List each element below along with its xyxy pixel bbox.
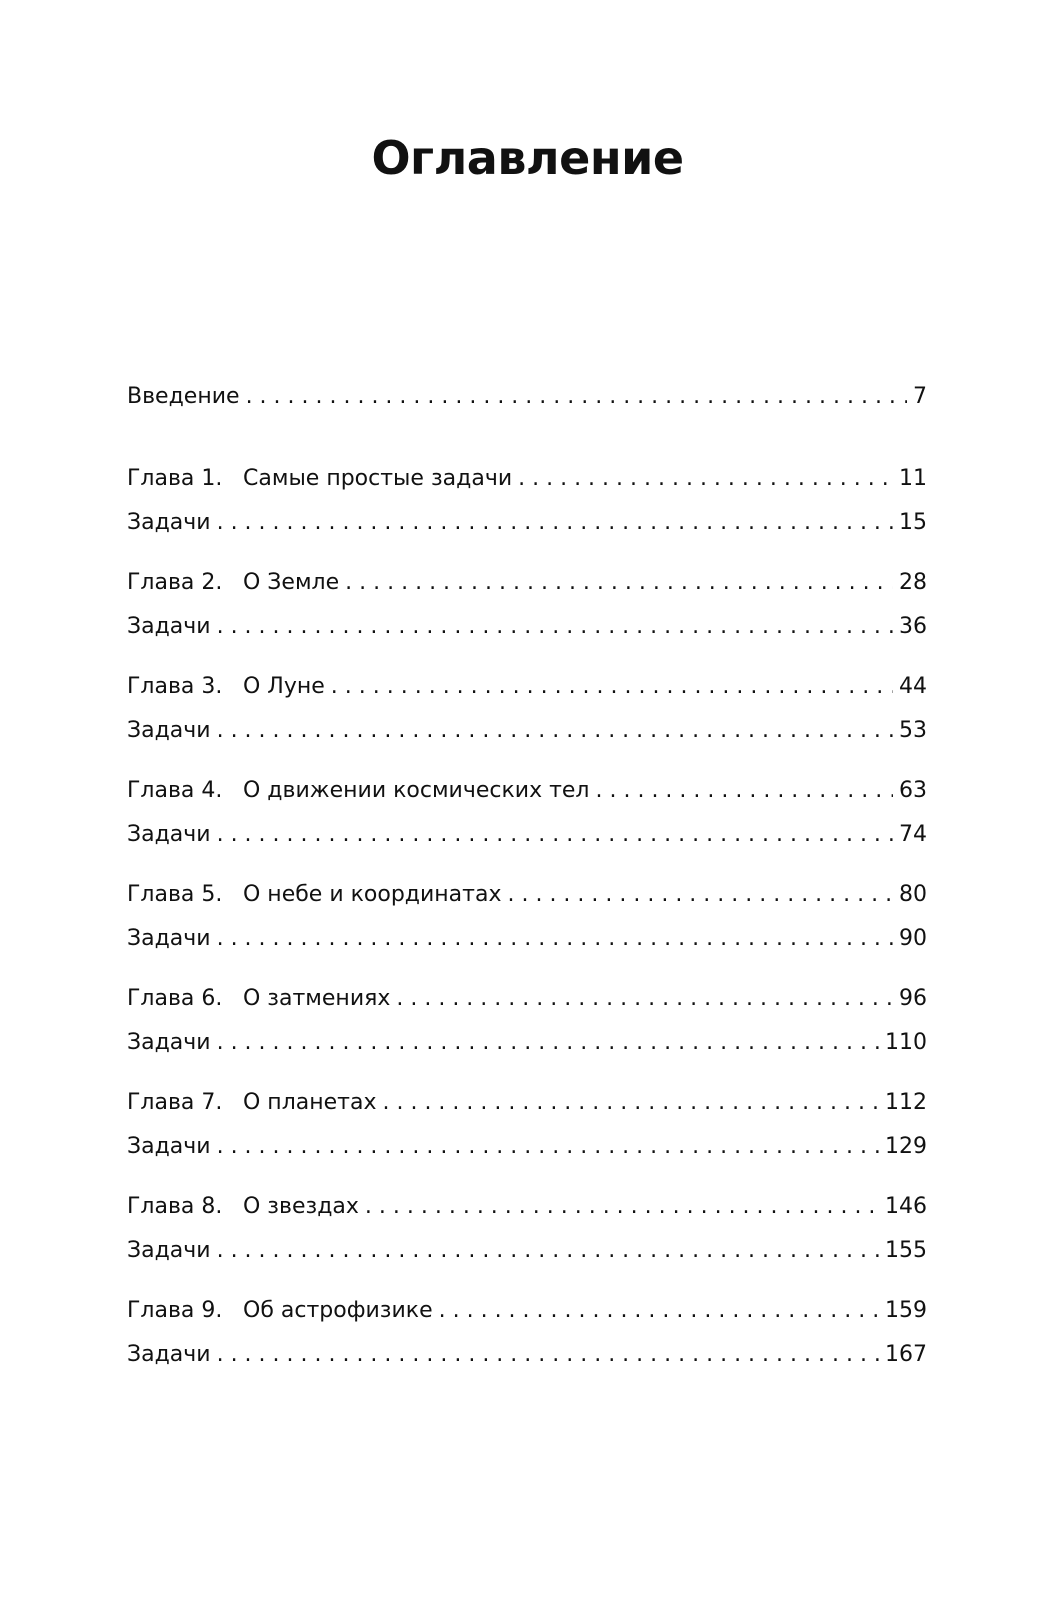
- chapter-number: Глава 4.: [127, 778, 223, 803]
- tasks-label: Задачи: [127, 1134, 211, 1159]
- chapter-number: Глава 1.: [127, 466, 223, 491]
- chapter-title: Об астрофизике: [243, 1298, 433, 1323]
- dot-leader: [217, 716, 893, 746]
- toc-page-number: 28: [899, 570, 927, 595]
- toc-entry-intro[interactable]: [127, 382, 927, 412]
- toc-entry-chapter[interactable]: [127, 672, 927, 702]
- toc-page-number: 53: [899, 718, 927, 743]
- toc-entry-tasks[interactable]: [127, 1340, 927, 1370]
- toc-page-number: 63: [899, 778, 927, 803]
- dot-leader: [217, 1132, 879, 1162]
- toc-page-number: 36: [899, 614, 927, 639]
- dot-leader: [246, 382, 907, 412]
- toc-page-number: 167: [885, 1342, 927, 1367]
- tasks-label: Задачи: [127, 614, 211, 639]
- chapter-title: О планетах: [243, 1090, 377, 1115]
- toc-entry-tasks[interactable]: [127, 1028, 927, 1058]
- chapter-title: О звездах: [243, 1194, 359, 1219]
- tasks-label: Задачи: [127, 926, 211, 951]
- chapter-title: О небе и координатах: [243, 882, 502, 907]
- chapter-number: Глава 7.: [127, 1090, 223, 1115]
- chapter-number: Глава 3.: [127, 674, 223, 699]
- toc-entry-chapter[interactable]: [127, 880, 927, 910]
- tasks-label: Задачи: [127, 1030, 211, 1055]
- chapter-title: О затмениях: [243, 986, 391, 1011]
- dot-leader: [596, 776, 894, 806]
- toc-page-number: 129: [885, 1134, 927, 1159]
- toc-entry-chapter[interactable]: [127, 1088, 927, 1118]
- toc-page-number: 7: [913, 384, 927, 409]
- toc-page-number: 112: [885, 1090, 927, 1115]
- toc-page-number: 96: [899, 986, 927, 1011]
- page-title: Оглавление: [371, 131, 684, 185]
- toc-entry-chapter[interactable]: [127, 984, 927, 1014]
- dot-leader: [217, 1340, 879, 1370]
- toc-page-number: 74: [899, 822, 927, 847]
- dot-leader: [345, 568, 893, 598]
- dot-leader: [365, 1192, 879, 1222]
- dot-leader: [507, 880, 893, 910]
- dot-leader: [217, 1236, 879, 1266]
- toc-entry-chapter[interactable]: [127, 776, 927, 806]
- dot-leader: [217, 508, 893, 538]
- tasks-label: Задачи: [127, 718, 211, 743]
- toc-page-number: 159: [885, 1298, 927, 1323]
- dot-leader: [518, 464, 893, 494]
- toc-entry-tasks[interactable]: [127, 820, 927, 850]
- chapter-title: О движении космических тел: [243, 778, 590, 803]
- chapter-number: Глава 8.: [127, 1194, 223, 1219]
- tasks-label: Задачи: [127, 822, 211, 847]
- tasks-label: Задачи: [127, 1342, 211, 1367]
- toc-entry-tasks[interactable]: [127, 612, 927, 642]
- dot-leader: [217, 820, 893, 850]
- toc-entry-title: Введение: [127, 384, 240, 409]
- toc-entry-tasks[interactable]: [127, 1236, 927, 1266]
- chapter-number: Глава 6.: [127, 986, 223, 1011]
- toc-entry-chapter[interactable]: [127, 1192, 927, 1222]
- chapter-title: О Земле: [243, 570, 340, 595]
- dot-leader: [396, 984, 893, 1014]
- toc-page-number: 80: [899, 882, 927, 907]
- chapter-number: Глава 9.: [127, 1298, 223, 1323]
- toc-entry-tasks[interactable]: [127, 1132, 927, 1162]
- tasks-label: Задачи: [127, 1238, 211, 1263]
- dot-leader: [217, 612, 893, 642]
- toc-entry-tasks[interactable]: [127, 924, 927, 954]
- toc-page-number: 146: [885, 1194, 927, 1219]
- dot-leader: [382, 1088, 879, 1118]
- table-of-contents: [127, 382, 927, 1370]
- toc-page-number: 11: [899, 466, 927, 491]
- toc-entry-tasks[interactable]: [127, 716, 927, 746]
- chapter-title: О Луне: [243, 674, 325, 699]
- chapter-number: Глава 2.: [127, 570, 223, 595]
- toc-page-number: 15: [899, 510, 927, 535]
- chapter-number: Глава 5.: [127, 882, 223, 907]
- dot-leader: [331, 672, 893, 702]
- toc-entry-chapter[interactable]: [127, 568, 927, 598]
- dot-leader: [217, 924, 893, 954]
- toc-page-number: 110: [885, 1030, 927, 1055]
- toc-entry-chapter[interactable]: [127, 464, 927, 494]
- toc-entry-chapter[interactable]: [127, 1296, 927, 1326]
- dot-leader: [439, 1296, 879, 1326]
- chapter-title: Самые простые задачи: [243, 466, 513, 491]
- toc-page-number: 90: [899, 926, 927, 951]
- toc-page-number: 155: [885, 1238, 927, 1263]
- toc-entry-tasks[interactable]: [127, 508, 927, 538]
- toc-page-number: 44: [899, 674, 927, 699]
- dot-leader: [217, 1028, 879, 1058]
- tasks-label: Задачи: [127, 510, 211, 535]
